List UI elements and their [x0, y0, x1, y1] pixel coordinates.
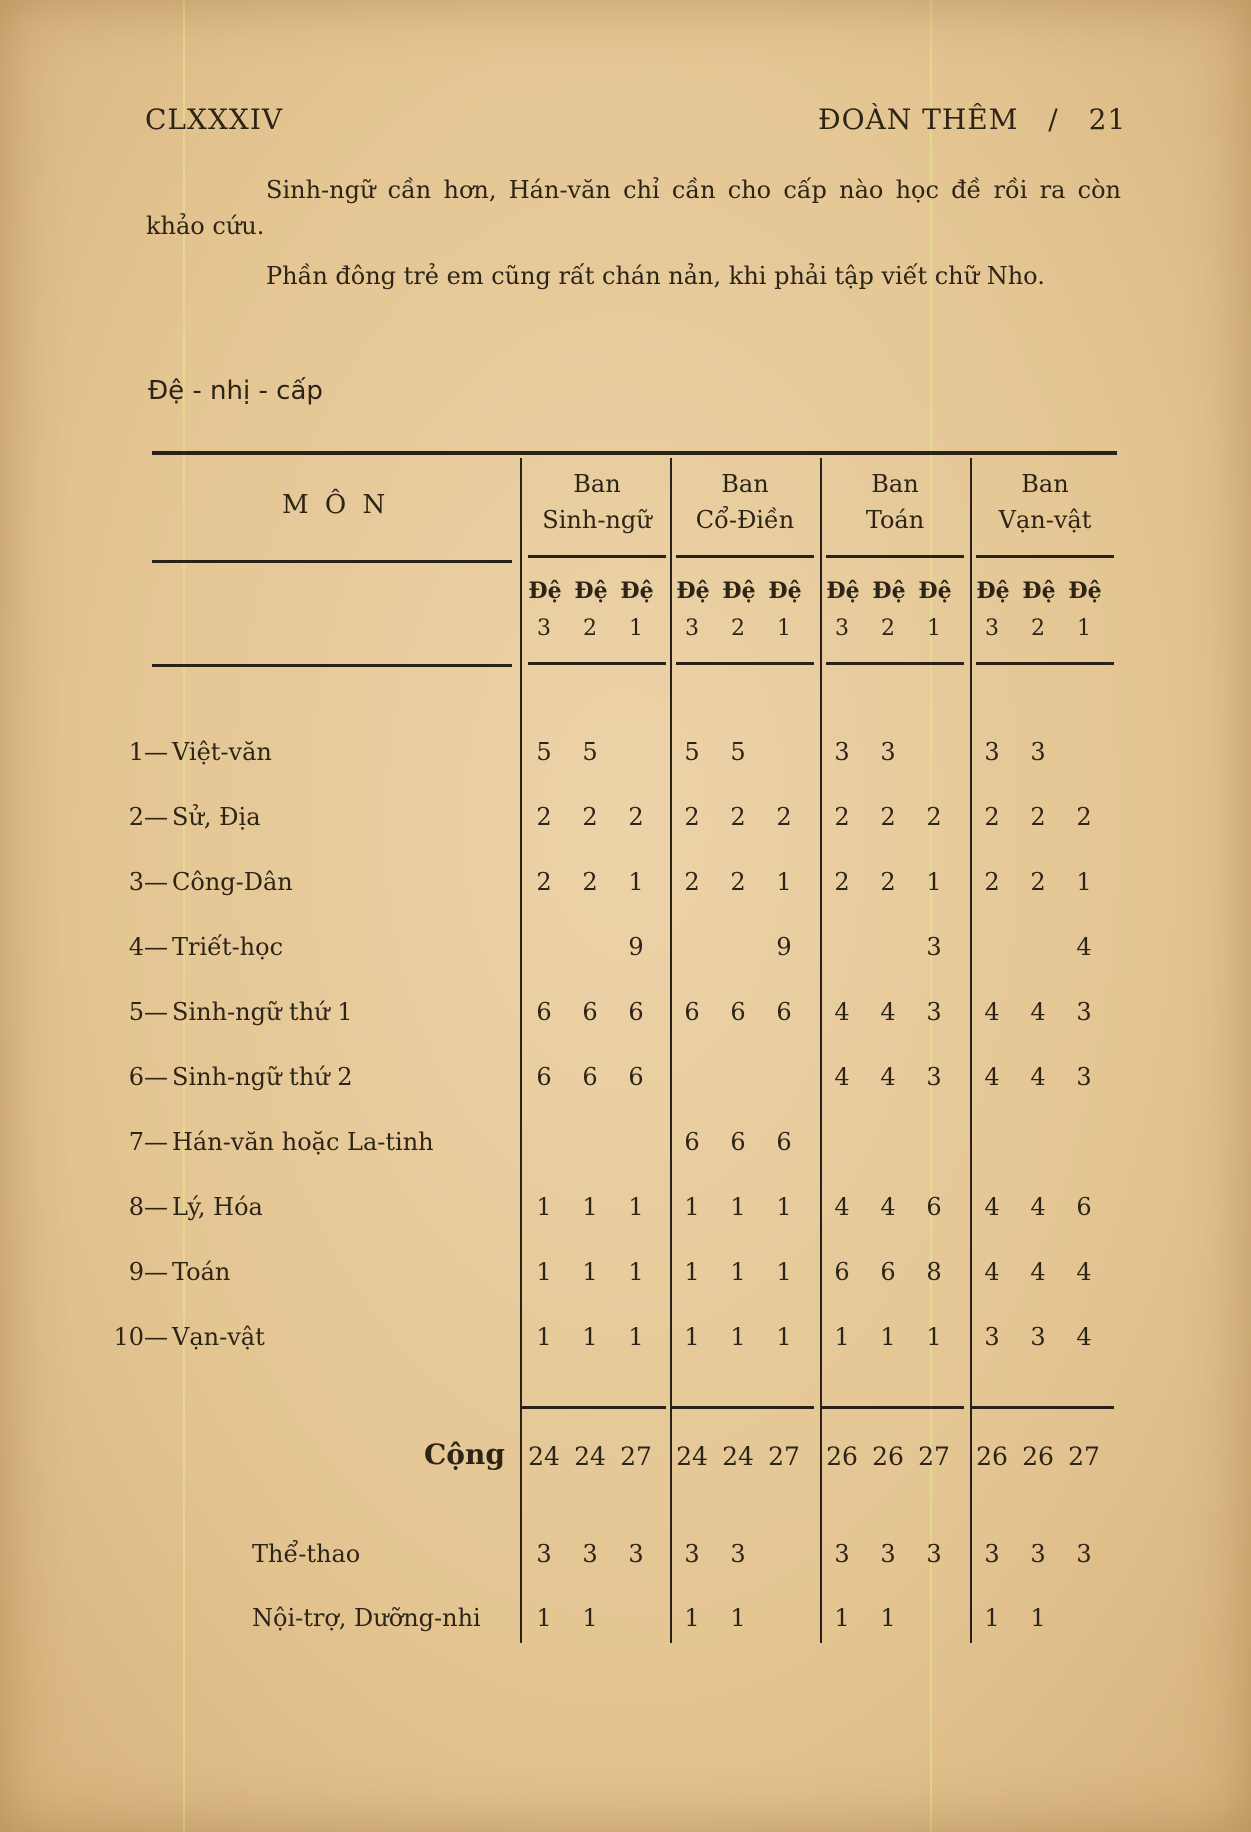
group-rule — [976, 662, 1114, 665]
table-row-label — [108, 1193, 263, 1221]
table-cell: 6 — [834, 1258, 850, 1286]
grade-number: 2 — [731, 616, 745, 641]
grade-word: Đệ — [620, 578, 654, 604]
row-subject: Công-Dân — [172, 868, 293, 896]
grade-number: 1 — [629, 616, 643, 641]
table-cell: 6 — [880, 1258, 896, 1286]
table-cell: 2 — [880, 868, 896, 896]
row-subject: Toán — [172, 1258, 231, 1286]
row-index: 5— — [128, 998, 168, 1026]
table-cell: 1 — [880, 1323, 896, 1351]
table-cell: 1 — [628, 1193, 644, 1221]
extra-cell: 3 — [684, 1540, 700, 1568]
table-cell: 1 — [628, 1323, 644, 1351]
author-name: ĐOÀN THÊM — [818, 103, 1019, 136]
table-top-rule — [152, 451, 1117, 455]
table-cell: 3 — [926, 933, 942, 961]
table-cell: 2 — [834, 803, 850, 831]
table-cell: 2 — [582, 803, 598, 831]
grade-number: 1 — [1077, 616, 1091, 641]
table-cell: 5 — [684, 738, 700, 766]
table-cell: 1 — [926, 1323, 942, 1351]
extra-cell: 3 — [628, 1540, 644, 1568]
extra-cell: 3 — [536, 1540, 552, 1568]
section-title: Đệ - nhị - cấp — [148, 376, 323, 406]
table-cell: 3 — [1030, 1323, 1046, 1351]
table-cell: 2 — [1030, 803, 1046, 831]
group-header-line2: Vạn-vật — [998, 506, 1092, 534]
table-row-label — [108, 1258, 230, 1286]
total-cell: 26 — [976, 1442, 1008, 1471]
table-cell: 1 — [776, 1323, 792, 1351]
group-header-line1: Ban — [721, 470, 769, 498]
table-cell: 4 — [834, 1193, 850, 1221]
grade-number: 1 — [927, 616, 941, 641]
grade-number: 2 — [1031, 616, 1045, 641]
table-cell: 6 — [730, 1128, 746, 1156]
table-cell: 1 — [730, 1193, 746, 1221]
table-cell: 6 — [776, 998, 792, 1026]
total-cell: 27 — [1068, 1442, 1100, 1471]
table-row-label — [108, 738, 272, 766]
row-index: 2— — [128, 803, 168, 831]
table-cell: 2 — [730, 868, 746, 896]
group-rule — [676, 555, 814, 558]
table-cell: 2 — [1076, 803, 1092, 831]
book-number: CLXXXIV — [145, 103, 284, 136]
extra-cell: 1 — [582, 1604, 598, 1632]
grade-number: 2 — [583, 616, 597, 641]
table-cell: 3 — [984, 1323, 1000, 1351]
table-cell: 6 — [582, 998, 598, 1026]
row-subject: Sinh-ngữ thứ 2 — [172, 1063, 353, 1091]
row-index: 7— — [128, 1128, 168, 1156]
grade-word: Đệ — [1068, 578, 1102, 604]
table-cell: 4 — [1030, 1063, 1046, 1091]
row-index: 1— — [128, 738, 168, 766]
table-cell: 1 — [730, 1323, 746, 1351]
group-rule — [976, 555, 1114, 558]
group-rule — [528, 555, 666, 558]
table-cell: 4 — [1076, 933, 1092, 961]
table-cell: 4 — [984, 1258, 1000, 1286]
table-cell: 3 — [1030, 738, 1046, 766]
table-cell: 4 — [1030, 998, 1046, 1026]
total-cell: 27 — [918, 1442, 950, 1471]
group-header-line2: Cổ-Điền — [695, 506, 795, 534]
total-cell: 26 — [872, 1442, 904, 1471]
table-cell: 2 — [536, 803, 552, 831]
table-cell: 5 — [730, 738, 746, 766]
extra-cell: 3 — [984, 1540, 1000, 1568]
table-cell: 6 — [730, 998, 746, 1026]
table-cell: 1 — [776, 868, 792, 896]
table-cell: 8 — [926, 1258, 942, 1286]
row-index: 9— — [128, 1258, 168, 1286]
row-index: 4— — [128, 933, 168, 961]
table-cell: 4 — [834, 1063, 850, 1091]
table-cell: 1 — [730, 1258, 746, 1286]
table-cell: 1 — [628, 868, 644, 896]
table-cell: 3 — [1076, 1063, 1092, 1091]
table-cell: 4 — [834, 998, 850, 1026]
table-row-label — [108, 803, 261, 831]
row-subject: Sử, Địa — [172, 803, 261, 831]
table-cell: 2 — [926, 803, 942, 831]
table-cell: 6 — [628, 998, 644, 1026]
group-header-line1: Ban — [871, 470, 919, 498]
table-cell: 6 — [536, 1063, 552, 1091]
table-cell: 6 — [684, 1128, 700, 1156]
table-cell: 1 — [926, 868, 942, 896]
totals-rule — [670, 1406, 814, 1409]
extra-cell: 1 — [984, 1604, 1000, 1632]
row-subject: Hán-văn hoặc La-tinh — [172, 1128, 434, 1156]
grade-word: Đệ — [574, 578, 608, 604]
row-subject: Vạn-vật — [172, 1323, 265, 1351]
extra-cell: 1 — [834, 1604, 850, 1632]
total-cell: 26 — [826, 1442, 858, 1471]
total-label: Cộng — [424, 1438, 505, 1471]
table-cell: 2 — [684, 868, 700, 896]
grade-word: Đệ — [826, 578, 860, 604]
group-rule — [528, 662, 666, 665]
table-cell: 6 — [582, 1063, 598, 1091]
totals-rule — [522, 1406, 666, 1409]
grade-word: Đệ — [768, 578, 802, 604]
grade-number: 1 — [777, 616, 791, 641]
extra-cell: 1 — [880, 1604, 896, 1632]
grade-number: 3 — [985, 616, 999, 641]
table-cell: 2 — [984, 868, 1000, 896]
grade-word: Đệ — [918, 578, 952, 604]
grade-number: 2 — [881, 616, 895, 641]
table-cell: 4 — [1076, 1258, 1092, 1286]
grade-number: 3 — [537, 616, 551, 641]
total-cell: 26 — [1022, 1442, 1054, 1471]
table-cell: 6 — [628, 1063, 644, 1091]
column-divider — [520, 458, 522, 1643]
extra-row-label: Thể-thao — [252, 1540, 361, 1568]
table-cell: 4 — [880, 1193, 896, 1221]
paragraph: Sinh-ngữ cần hơn, Hán-văn chỉ cần cho cấp nào học đề rồi ra còn khảo cứu. — [146, 176, 1121, 240]
table-cell: 1 — [684, 1258, 700, 1286]
table-cell: 2 — [834, 868, 850, 896]
table-cell: 2 — [684, 803, 700, 831]
table-cell: 3 — [880, 738, 896, 766]
total-cell: 27 — [620, 1442, 652, 1471]
totals-rule — [820, 1406, 964, 1409]
table-cell: 1 — [684, 1193, 700, 1221]
grade-word: Đệ — [676, 578, 710, 604]
table-cell: 2 — [628, 803, 644, 831]
row-index: 8— — [128, 1193, 168, 1221]
table-cell: 4 — [1030, 1193, 1046, 1221]
extra-cell: 3 — [582, 1540, 598, 1568]
table-cell: 4 — [880, 1063, 896, 1091]
subject-header: M Ô N — [282, 490, 390, 520]
row-index: 3— — [128, 868, 168, 896]
total-cell: 27 — [768, 1442, 800, 1471]
table-cell: 3 — [1076, 998, 1092, 1026]
table-cell: 3 — [926, 1063, 942, 1091]
header-rule — [152, 664, 512, 667]
table-row-label — [108, 1128, 434, 1156]
extra-cell: 3 — [1030, 1540, 1046, 1568]
table-cell: 6 — [1076, 1193, 1092, 1221]
table-cell: 6 — [684, 998, 700, 1026]
row-subject: Việt-văn — [172, 738, 272, 766]
extra-cell: 3 — [880, 1540, 896, 1568]
table-cell: 1 — [834, 1323, 850, 1351]
table-cell: 6 — [926, 1193, 942, 1221]
table-cell: 1 — [628, 1258, 644, 1286]
totals-rule — [970, 1406, 1114, 1409]
extra-cell: 3 — [1076, 1540, 1092, 1568]
row-index: 10— — [113, 1323, 168, 1351]
table-cell: 2 — [984, 803, 1000, 831]
extra-cell: 3 — [926, 1540, 942, 1568]
group-header-line2: Sinh-ngữ — [542, 506, 652, 534]
table-cell: 1 — [776, 1193, 792, 1221]
grade-number: 3 — [685, 616, 699, 641]
table-cell: 1 — [582, 1323, 598, 1351]
table-cell: 2 — [730, 803, 746, 831]
table-cell: 3 — [926, 998, 942, 1026]
extra-cell: 1 — [1030, 1604, 1046, 1632]
total-cell: 24 — [676, 1442, 708, 1471]
table-cell: 1 — [582, 1258, 598, 1286]
row-subject: Triết-học — [172, 933, 284, 961]
table-cell: 1 — [536, 1258, 552, 1286]
total-cell: 24 — [528, 1442, 560, 1471]
group-rule — [826, 555, 964, 558]
grade-word: Đệ — [722, 578, 756, 604]
row-index: 6— — [128, 1063, 168, 1091]
table-cell: 1 — [582, 1193, 598, 1221]
table-cell: 1 — [776, 1258, 792, 1286]
table-row-label — [108, 998, 353, 1026]
extra-cell: 1 — [684, 1604, 700, 1632]
table-cell: 4 — [984, 998, 1000, 1026]
table-cell: 4 — [880, 998, 896, 1026]
table-cell: 9 — [628, 933, 644, 961]
group-header-line1: Ban — [1021, 470, 1069, 498]
table-cell: 5 — [536, 738, 552, 766]
table-row-label — [108, 933, 283, 961]
table-cell: 5 — [582, 738, 598, 766]
table-cell: 3 — [834, 738, 850, 766]
group-header-line2: Toán — [865, 506, 925, 534]
table-cell: 1 — [536, 1323, 552, 1351]
table-cell: 2 — [582, 868, 598, 896]
table-cell: 1 — [684, 1323, 700, 1351]
table-cell: 4 — [1030, 1258, 1046, 1286]
row-subject: Lý, Hóa — [172, 1193, 263, 1221]
grade-word: Đệ — [872, 578, 906, 604]
paragraph: Phần đông trẻ em cũng rất chán nản, khi phải tập viết chữ Nho. — [266, 262, 1045, 290]
table-cell: 4 — [984, 1063, 1000, 1091]
table-cell: 2 — [1030, 868, 1046, 896]
table-cell: 4 — [984, 1193, 1000, 1221]
header-rule — [152, 560, 512, 563]
group-rule — [676, 662, 814, 665]
table-row-label — [108, 1323, 265, 1351]
table-cell: 3 — [984, 738, 1000, 766]
extra-cell: 1 — [730, 1604, 746, 1632]
extra-cell: 3 — [834, 1540, 850, 1568]
grade-number: 3 — [835, 616, 849, 641]
table-row-label — [108, 1063, 353, 1091]
table-cell: 1 — [536, 1193, 552, 1221]
table-cell: 2 — [536, 868, 552, 896]
grade-word: Đệ — [1022, 578, 1056, 604]
table-cell: 6 — [536, 998, 552, 1026]
row-subject: Sinh-ngữ thứ 1 — [172, 998, 353, 1026]
table-cell: 2 — [880, 803, 896, 831]
extra-row-label: Nội-trợ, Dưỡng-nhi — [252, 1604, 481, 1632]
total-cell: 24 — [722, 1442, 754, 1471]
extra-cell: 3 — [730, 1540, 746, 1568]
table-cell: 1 — [1076, 868, 1092, 896]
page-number: 21 — [1088, 103, 1127, 136]
group-rule — [826, 662, 964, 665]
table-cell: 2 — [776, 803, 792, 831]
table-row-label — [108, 868, 293, 896]
table-cell: 9 — [776, 933, 792, 961]
group-header-line1: Ban — [573, 470, 621, 498]
table-cell: 6 — [776, 1128, 792, 1156]
running-header — [818, 103, 1126, 136]
grade-word: Đệ — [528, 578, 562, 604]
total-cell: 24 — [574, 1442, 606, 1471]
grade-word: Đệ — [976, 578, 1010, 604]
table-cell: 4 — [1076, 1323, 1092, 1351]
header-separator: / — [1048, 103, 1059, 136]
extra-cell: 1 — [536, 1604, 552, 1632]
